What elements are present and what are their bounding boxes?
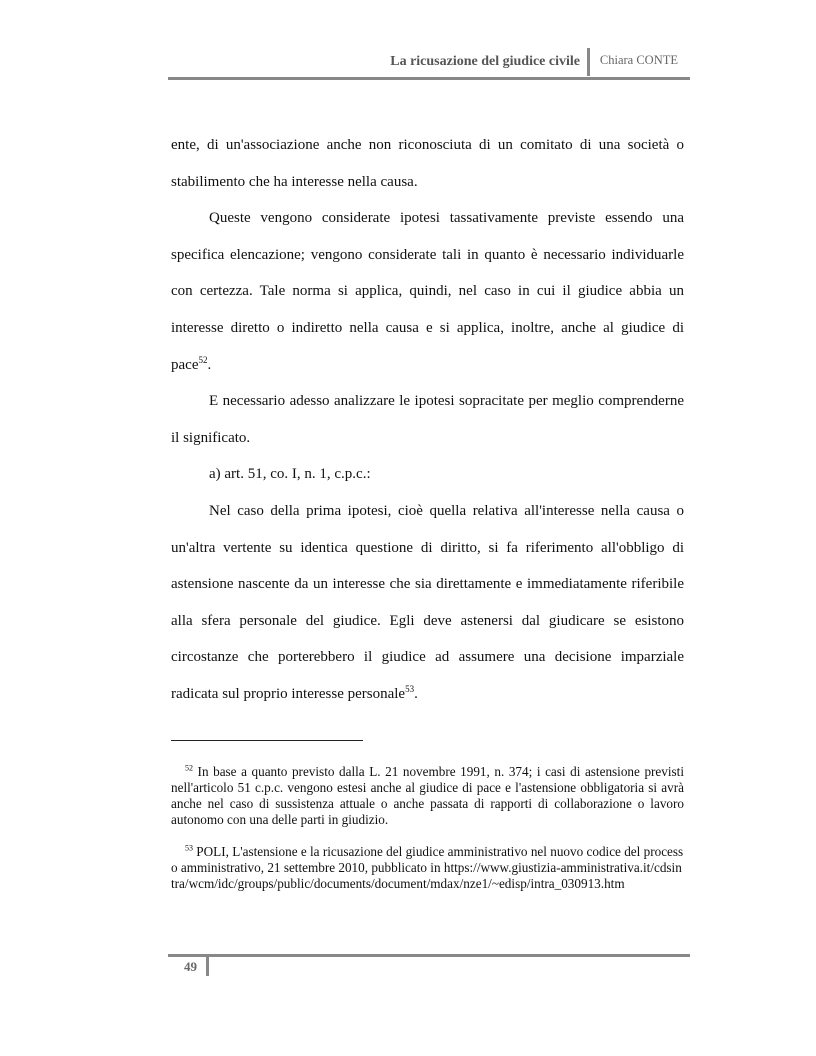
main-text: [171, 127, 684, 713]
paragraph-3: E necessario adesso analizzare le ipotesi sopracitate per meglio comprenderne il significato.: [171, 393, 684, 446]
paragraph-2: Queste vengono considerate ipotesi tassativamente previste essendo una specifica elencazione; vengono considerate tali in quanto è necessario individuarle con certezza. Tale norma si applica, quindi, nel caso in cui il giudice abbia un interesse diretto o indiretto nella causa e si applica, inoltre, anche al giudice di pace$^{52}$.: [171, 210, 684, 373]
footnote-number: 52: [185, 763, 193, 773]
running-title: La ricusazione del giudice civile: [390, 54, 580, 69]
footnote-52: $^{52}$ In base a quanto previsto dalla L. 21 novembre 1991, n. 374; i casi di astensione previsti nell'articolo 51 c.p.c. vengono estesi anche al giudice di pace e l'astensione obbligatoria si avrà anche nel caso di sussistenza attuale o anche passata di rapporti di collaborazione o lavoro autonomo con una delle parti in giudizio.: [171, 763, 684, 827]
running-author: Chiara CONTE: [599, 53, 678, 67]
footnote-number: 53: [185, 843, 193, 853]
footnotes: [171, 764, 684, 908]
footer-rule: [168, 954, 690, 957]
footer-separator: [206, 956, 209, 976]
paragraph-1: ente, di un'associazione anche non riconosciuta di un comitato di una società o stabilimento che ha interesse nella causa.: [171, 137, 684, 190]
footnote-separator: [171, 740, 363, 741]
footnote-ref-53[interactable]: 53: [405, 683, 415, 694]
header-rule: [168, 77, 690, 80]
header-separator: [587, 48, 590, 76]
footnote-ref-52[interactable]: 52: [198, 354, 208, 365]
paragraph-5: Nel caso della prima ipotesi, cioè quella relativa all'interesse nella causa o un'altra vertente su identica questione di diritto, si fa riferimento all'obbligo di astensione nascente da un interesse che sia direttamente e immediatamente riferibile alla sfera personale del giudice. Egli deve astenersi dal giudicare se esistono circostanze che porterebbero il giudice ad assumere una decisione imparziale radicata sul proprio interesse personale$^{53}$.: [171, 502, 684, 702]
page-number: 49: [184, 959, 197, 974]
page-footer: [168, 954, 690, 978]
footnote-53: $^{53}$ POLI, L'astensione e la ricusazione del giudice amministrativo nel nuovo codice del processo amministrativo, 21 settembre 2010, pubblicato in https://www.giustizia-amministrativa.it/cdsintra/wcm/idc/groups/public/documents/document/mdax/nze1/~edisp/intra_030913.htm: [171, 843, 684, 891]
page-header: [168, 48, 690, 80]
paragraph-4: a) art. 51, co. I, n. 1, c.p.c.:: [209, 466, 371, 483]
